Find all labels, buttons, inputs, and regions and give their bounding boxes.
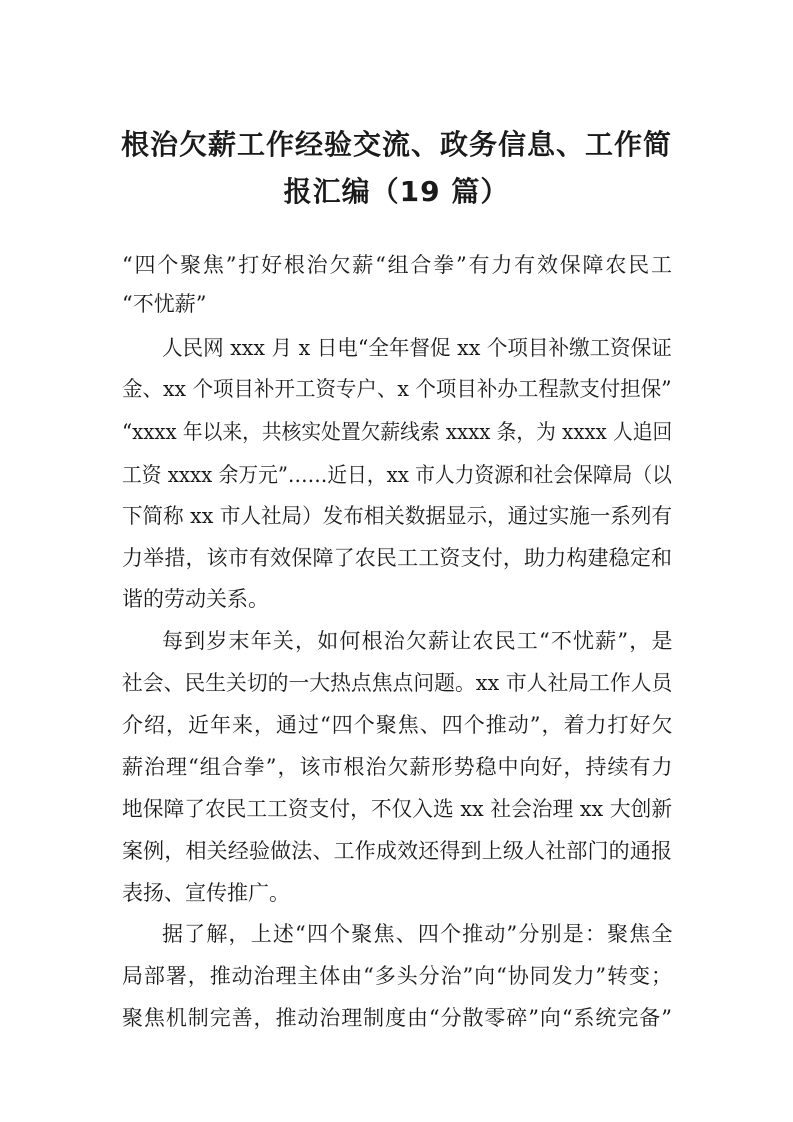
article-heading-line-1: “四个聚焦”打好根治欠薪“组合拳”有力有效保障农民工 (122, 253, 674, 277)
paragraph-3-line: 局部署，推动治理主体由“多头分治”向“协同发力”转变； (122, 964, 673, 988)
paragraph-2-line: 薪治理“组合拳”，该市根治欠薪形势稳中向好，持续有力 (122, 755, 674, 779)
paragraph-2-line: 每到岁末年关，如何根治欠薪让农民工“不忧薪”，是 (162, 629, 674, 653)
paragraph-1-line: 金、xx 个项目补开工资专户、x 个项目补办工程款支付担保” (122, 377, 672, 401)
paragraph-3-line: 聚焦机制完善，推动治理制度由“分散零碎”向“系统完备” (122, 1006, 673, 1030)
document-title-line-2: 报汇编（19 篇） (283, 175, 510, 208)
paragraph-3-line: 据了解，上述“四个聚焦、四个推动”分别是：聚焦全 (162, 922, 674, 946)
paragraph-1-line: “xxxx 年以来，共核实处置欠薪线索 xxxx 条，为 xxxx 人追回 (122, 420, 673, 444)
paragraph-2-line: 案例，相关经验做法、工作成效还得到上级人社部门的通报 (122, 839, 673, 863)
paragraph-2-line: 地保障了农民工工资支付，不仅入选 xx 社会治理 xx 大创新 (122, 797, 673, 821)
paragraph-1-line: 谐的劳动关系。 (122, 587, 269, 611)
article-heading-line-2: “不忧薪” (122, 292, 207, 316)
paragraph-1-line: 力举措，该市有效保障了农民工工资支付，助力构建稳定和 (122, 546, 673, 570)
paragraph-2-line: 社会、民生关切的一大热点焦点问题。xx 市人社局工作人员 (122, 671, 673, 695)
paragraph-2-line: 表扬、宣传推广。 (122, 881, 290, 905)
paragraph-1-line: 人民网 xxx 月 x 日电“全年督促 xx 个项目补缴工资保证 (162, 336, 672, 360)
paragraph-2-line: 介绍，近年来，通过“四个聚焦、四个推动”，着力打好欠 (122, 713, 674, 737)
document-title-line-1: 根治欠薪工作经验交流、政务信息、工作简 (120, 128, 672, 161)
paragraph-1-line: 工资 xxxx 余万元”……近日，xx 市人力资源和社会保障局（以 (122, 463, 672, 487)
paragraph-1-line: 下简称 xx 市人社局）发布相关数据显示，通过实施一系列有 (122, 504, 673, 528)
